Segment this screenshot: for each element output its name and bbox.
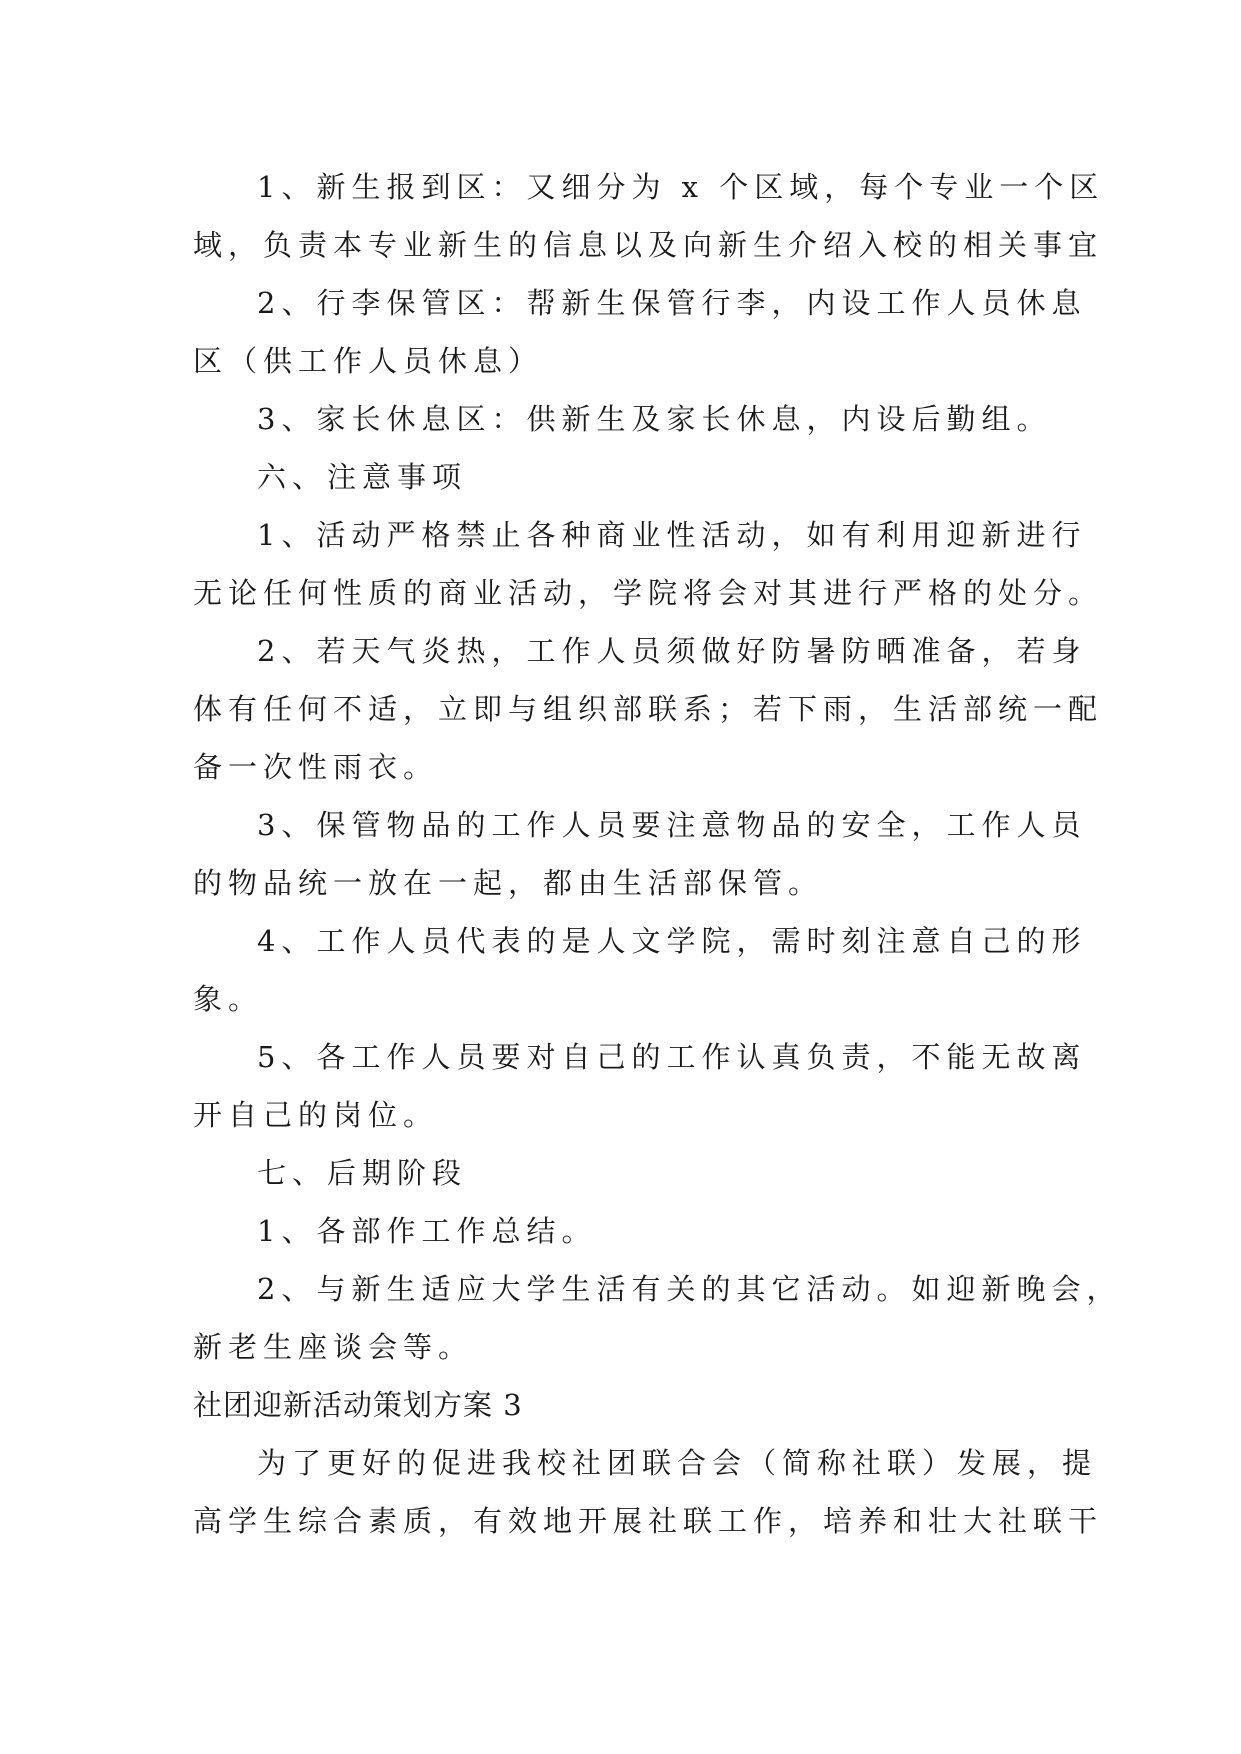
text-line: 的物品统一放在一起，都由生活部保管。 <box>193 866 824 900</box>
text-line: 1、各部作工作总结。 <box>257 1214 597 1248</box>
plan-title: 社团迎新活动策划方案 3 <box>193 1388 523 1422</box>
text-line: 象。 <box>193 982 264 1016</box>
text-line: 开自己的岗位。 <box>193 1098 439 1132</box>
text-line: 为了更好的促进我校社团联合会（简称社联）发展，提 <box>257 1446 1098 1480</box>
text-line: 5、各工作人员要对自己的工作认真负责，不能无故离 <box>257 1040 1087 1074</box>
text-line: 3、家长休息区：供新生及家长休息，内设后勤组。 <box>257 402 1052 436</box>
text-line: 区（供工作人员休息） <box>193 344 544 378</box>
text-line: 高学生综合素质，有效地开展社联工作，培养和壮大社联干 <box>193 1504 1104 1538</box>
text-line: 3、保管物品的工作人员要注意物品的安全，工作人员 <box>257 808 1087 842</box>
text-line: 4、工作人员代表的是人文学院，需时刻注意自己的形 <box>257 924 1087 958</box>
text-line: 域，负责本专业新生的信息以及向新生介绍入校的相关事宜 <box>193 228 1104 262</box>
section-heading: 七、后期阶段 <box>257 1156 468 1190</box>
text-line: 备一次性雨衣。 <box>193 750 439 784</box>
text-line: 无论任何性质的商业活动，学院将会对其进行严格的处分。 <box>193 576 1104 610</box>
section-heading: 六、注意事项 <box>257 460 468 494</box>
text-line: 1、活动严格禁止各种商业性活动，如有利用迎新进行 <box>257 518 1087 552</box>
document-body <box>193 158 1122 1550</box>
text-line: 1、新生报到区：又细分为 x 个区域，每个专业一个区 <box>257 170 1105 204</box>
text-line: 2、与新生适应大学生活有关的其它活动。如迎新晚会， <box>257 1272 1122 1306</box>
text-line: 2、若天气炎热，工作人员须做好防暑防晒准备，若身 <box>257 634 1087 668</box>
text-line: 新老生座谈会等。 <box>193 1330 474 1364</box>
text-line: 2、行李保管区：帮新生保管行李，内设工作人员休息 <box>257 286 1087 320</box>
text-line: 体有任何不适，立即与组织部联系；若下雨，生活部统一配 <box>193 692 1104 726</box>
